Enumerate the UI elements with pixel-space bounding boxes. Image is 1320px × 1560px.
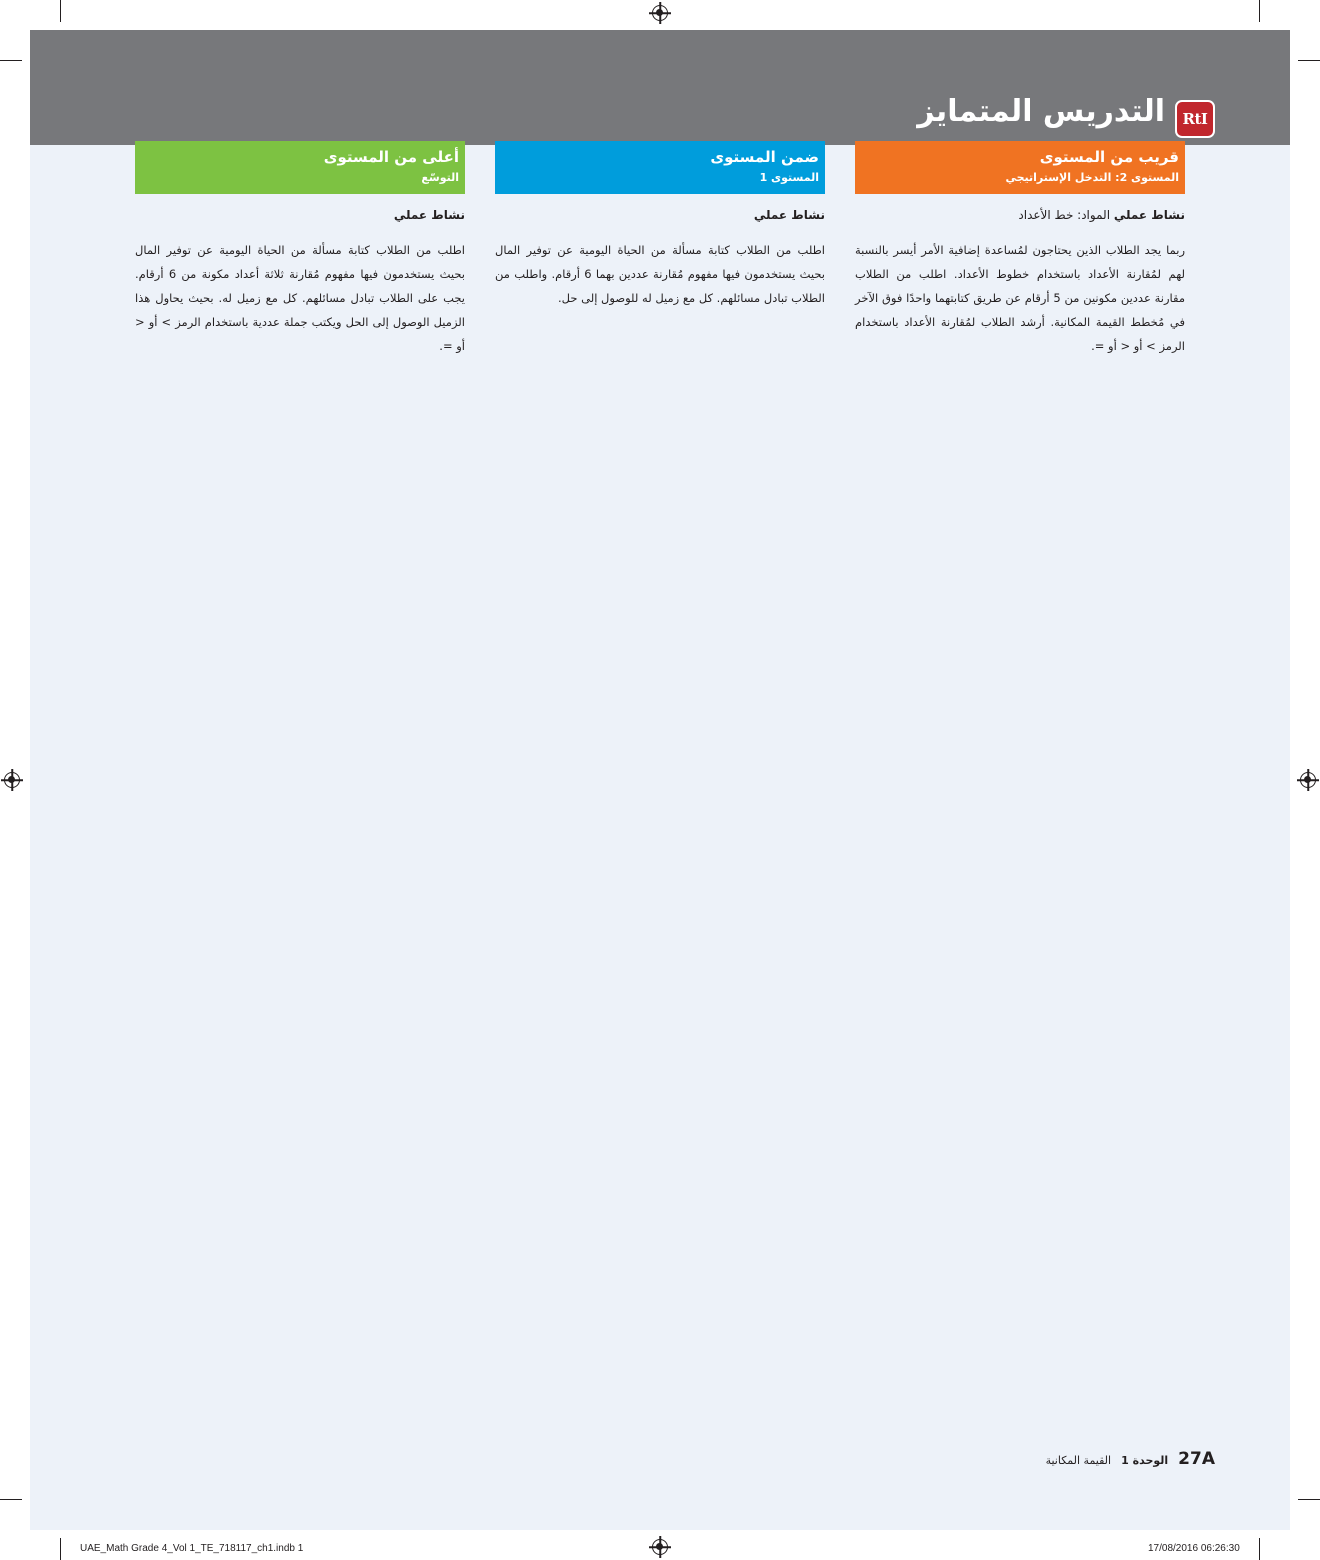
registration-mark-icon [1300,772,1316,788]
activity-label: نشاط عملي [753,208,825,222]
activity-line [855,207,1185,223]
column-subheading: المستوى 2: التدخل الإستراتيجي [1005,171,1179,184]
crop-mark [60,0,61,22]
column-approaching-level [855,141,1185,358]
column-subheading: المستوى 1 [759,171,819,184]
registration-mark-icon [4,772,20,788]
activity-label: نشاط عملي [393,208,465,222]
print-slug-file: UAE_Math Grade 4_Vol 1_TE_718117_ch1.indb 1 [80,1543,304,1554]
crop-mark [0,1499,22,1500]
activity-description: اطلب من الطلاب كتابة مسألة من الحياة اليومية عن توفير المال بحيث يستخدمون فيها مفهوم مُقارنة ثلاثة أعداد مكونة من 6 أرقام. يجب على الطلاب تبادل مسائلهم. كل مع زميل له. بحيث يحاول هذا الزميل الوصول إلى الحل ويكتب جملة عددية باستخدام الرمز > أو < أو =. [135,243,465,353]
crop-mark [1298,1499,1320,1500]
page-title: التدريس المتمايز [917,94,1165,129]
column-header [495,141,825,194]
registration-mark-icon [652,1539,668,1555]
column-on-level [495,141,825,310]
activity-description: اطلب من الطلاب كتابة مسألة من الحياة اليومية عن توفير المال بحيث يستخدمون فيها مفهوم مُقارنة عددين بهما 6 أرقام. واطلب من الطلاب تبادل مسائلهم. كل مع زميل له للوصول إلى حل. [495,243,825,305]
column-subheading: التوسّع [421,171,459,184]
print-slug-timestamp: 17/08/2016 06:26:30 [1148,1543,1240,1554]
activity-label: نشاط عملي [1113,208,1185,222]
crop-mark [1298,60,1320,61]
activity-materials: المواد: خط الأعداد [1018,208,1114,222]
page-footer [1046,1449,1215,1469]
crop-mark [1259,0,1260,22]
header-band [30,30,1290,145]
activity-line [135,207,465,223]
column-heading: قريب من المستوى [1039,148,1179,166]
activity-line [495,207,825,223]
column-header [855,141,1185,194]
crop-mark [60,1538,61,1560]
activity-description: ربما يجد الطلاب الذين يحتاجون لمُساعدة إضافية الأمر أيسر بالنسبة لهم لمُقارنة الأعداد باستخدام خطوط الأعداد. اطلب من الطلاب مقارنة عددين مكونين من 5 أرقام عن طريق كتابتهما واحدًا فوق الآخر في مُخطط القيمة المكانية. أرشد الطلاب لمُقارنة الأعداد باستخدام الرمز > أو < أو =. [855,243,1185,353]
column-header [135,141,465,194]
column-heading: ضمن المستوى [710,148,819,166]
column-beyond-level [135,141,465,358]
chapter-title: القيمة المكانية [1045,1454,1112,1467]
registration-mark-icon [652,5,668,21]
rti-badge-icon: RtI [1175,100,1215,138]
column-heading: أعلى من المستوى [323,148,459,166]
crop-mark [1259,1538,1260,1560]
page-number: 27A [1178,1449,1215,1469]
chapter-label: الوحدة 1 [1121,1454,1169,1467]
crop-mark [0,60,22,61]
